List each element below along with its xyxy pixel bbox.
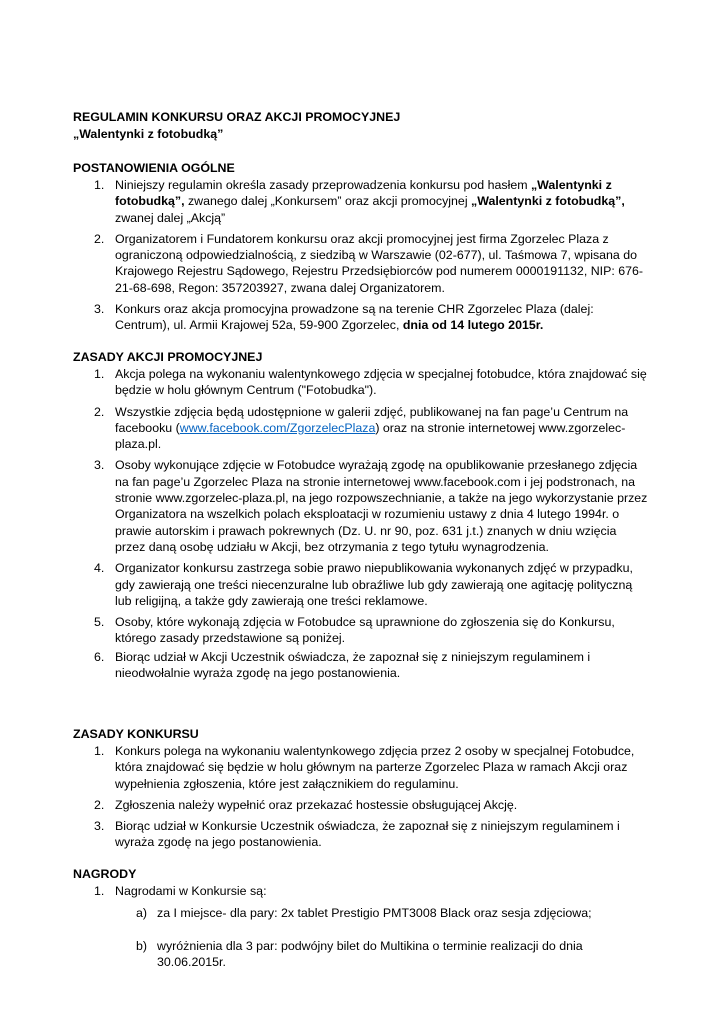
list-number: 1. (94, 178, 105, 192)
list-item: 3. Konkurs oraz akcja promocyjna prowadzone są na terenie CHR Zgorzelec Plaza (dalej: Centrum), ul. Armii Krajowej 52a, 59-900 Zgorzelec, dnia od 14 lutego 2015r. (94, 302, 594, 333)
contest-list (73, 743, 649, 856)
list-item: 1. Konkurs polega na wykonaniu walentynkowego zdjęcia przez 2 osoby w specjalnej Fotobudce, która znajdować się będzie w holu głównym na parterze Zgorzelec Plaza w ramach Akcji oraz wypełnienia zgłoszenia, które jest załącznikiem do regulaminu. (94, 744, 635, 791)
list-letter: b) (136, 939, 148, 953)
list-item: 1. Akcja polega na wykonaniu walentynkowego zdjęcia w specjalnej fotobudce, która znajdować się będzie w holu głównym Centrum ("Fotobudka"). (94, 367, 647, 398)
list-number: 1. (94, 744, 105, 758)
list-letter: a) (136, 906, 148, 920)
list-item: 2. Zgłoszenia należy wypełnić oraz przekazać hostessie obsługującej Akcję. (94, 797, 518, 812)
section-heading-general: POSTANOWIENIA OGÓLNE (73, 161, 235, 175)
list-number: 3. (94, 302, 105, 317)
list-number: 4. (94, 561, 105, 576)
section-heading-prizes: NAGRODY (73, 867, 137, 881)
facebook-link[interactable]: www.facebook.com/ZgorzelecPlaza (179, 420, 376, 435)
list-item: 3. Biorąc udział w Konkursie Uczestnik oświadcza, że zapoznał się z niniejszym regulaminem i wyraża zgodę na jego postanowienia. (94, 819, 620, 850)
list-item: 1. Nagrodami w Konkursie są: (94, 884, 267, 898)
sub-list-item: b) wyróżnienia dla 3 par: podwójny bilet do Multikina o terminie realizacji do dnia 30.06.2015r. (136, 939, 583, 970)
list-item: 5. Osoby, które wykonają zdjęcia w Fotobudce są uprawnione do zgłoszenia się do Konkursu, którego zasady przedstawione są poniżej. (94, 615, 615, 646)
document-title: REGULAMIN KONKURSU ORAZ AKCJI PROMOCYJNEJ (73, 110, 401, 124)
promo-list (73, 366, 649, 686)
list-number: 6. (94, 649, 105, 664)
list-item: 4. Organizator konkursu zastrzega sobie prawo niepublikowania wykonanych zdjęć w przypadku, gdy zawierają one treści niecenzuralne lub obraźliwe lub gdy zawierają one agitację polityczną lub religijną, a także gdy zawierają one treści reklamowe. (94, 561, 633, 608)
prizes-sublist-a (115, 905, 615, 921)
list-number: 1. (94, 884, 105, 898)
list-item: 2. Wszystkie zdjęcia będą udostępnione w galerii zdjęć, publikowanej na fan page’u Centrum na facebooku (www.facebook.com/ZgorzelecPlaza) oraz na stronie internetowej www.zgorzelec-plaza.pl. (94, 404, 629, 452)
list-number: 3. (94, 458, 105, 473)
list-number: 1. (94, 367, 105, 381)
prizes-list (73, 883, 649, 904)
list-item: 3. Osoby wykonujące zdjęcie w Fotobudce wyrażają zgodę na opublikowanie przesłanego zdjęcia na fan page’u Zgorzelec Plaza na stronie internetowej www.facebook.com i jej podstronach, na stronie www.zgorzelec-plaza.pl, na jego rozpowszechnianie, a także na jego wykorzystanie przez Organizatora na wszelkich polach eksploatacji w rozumieniu ustawy z dnia 4 lutego 1994r. o prawie autorskim i prawach pokrewnych (Dz. U. nr 90, poz. 631 j.t.) znanych w dniu wzięcia przez daną osobę udziału w Akcji, bez otrzymania z tego tytułu wynagrodzenia. (94, 458, 648, 554)
list-number: 2. (94, 404, 105, 419)
section-heading-promo: ZASADY AKCJI PROMOCYJNEJ (73, 350, 263, 364)
list-item: 2. Organizatorem i Fundatorem konkursu oraz akcji promocyjnej jest firma Zgorzelec Plaza z ograniczoną odpowiedzialnością, z siedzibą w Warszawie (02-677), ul. Taśmowa 7, wpisana do Krajowego Rejestru Sądowego, Rejestru Przedsiębiorców pod numerem 0000191132, NIP: 676-21-68-698, Regon: 357203927, zwana dalej Organizatorem. (94, 231, 644, 295)
document-subtitle: „Walentynki z fotobudką” (73, 127, 224, 141)
list-number: 3. (94, 819, 105, 834)
prizes-sublist-b (115, 938, 615, 971)
list-number: 2. (94, 797, 105, 812)
list-number: 5. (94, 615, 105, 630)
section-heading-contest: ZASADY KONKURSU (73, 727, 199, 741)
sub-list-item: a) za I miejsce- dla pary: 2x tablet Prestigio PMT3008 Black oraz sesja zdjęciowa; (136, 906, 592, 920)
list-item: 6. Biorąc udział w Akcji Uczestnik oświadcza, że zapoznał się z niniejszym regulaminem i nieodwołalnie wyraża zgodę na jego postanowienia. (94, 649, 591, 681)
list-item: 1. Niniejszy regulamin określa zasady przeprowadzenia konkursu pod hasłem „Walentynki z fotobudką”, zwanego dalej „Konkursem” oraz akcji promocyjnej „Walentynki z fotobudką”, zwanej dalej „Akcją” (94, 178, 625, 225)
list-number: 2. (94, 231, 105, 246)
general-list (73, 177, 649, 339)
